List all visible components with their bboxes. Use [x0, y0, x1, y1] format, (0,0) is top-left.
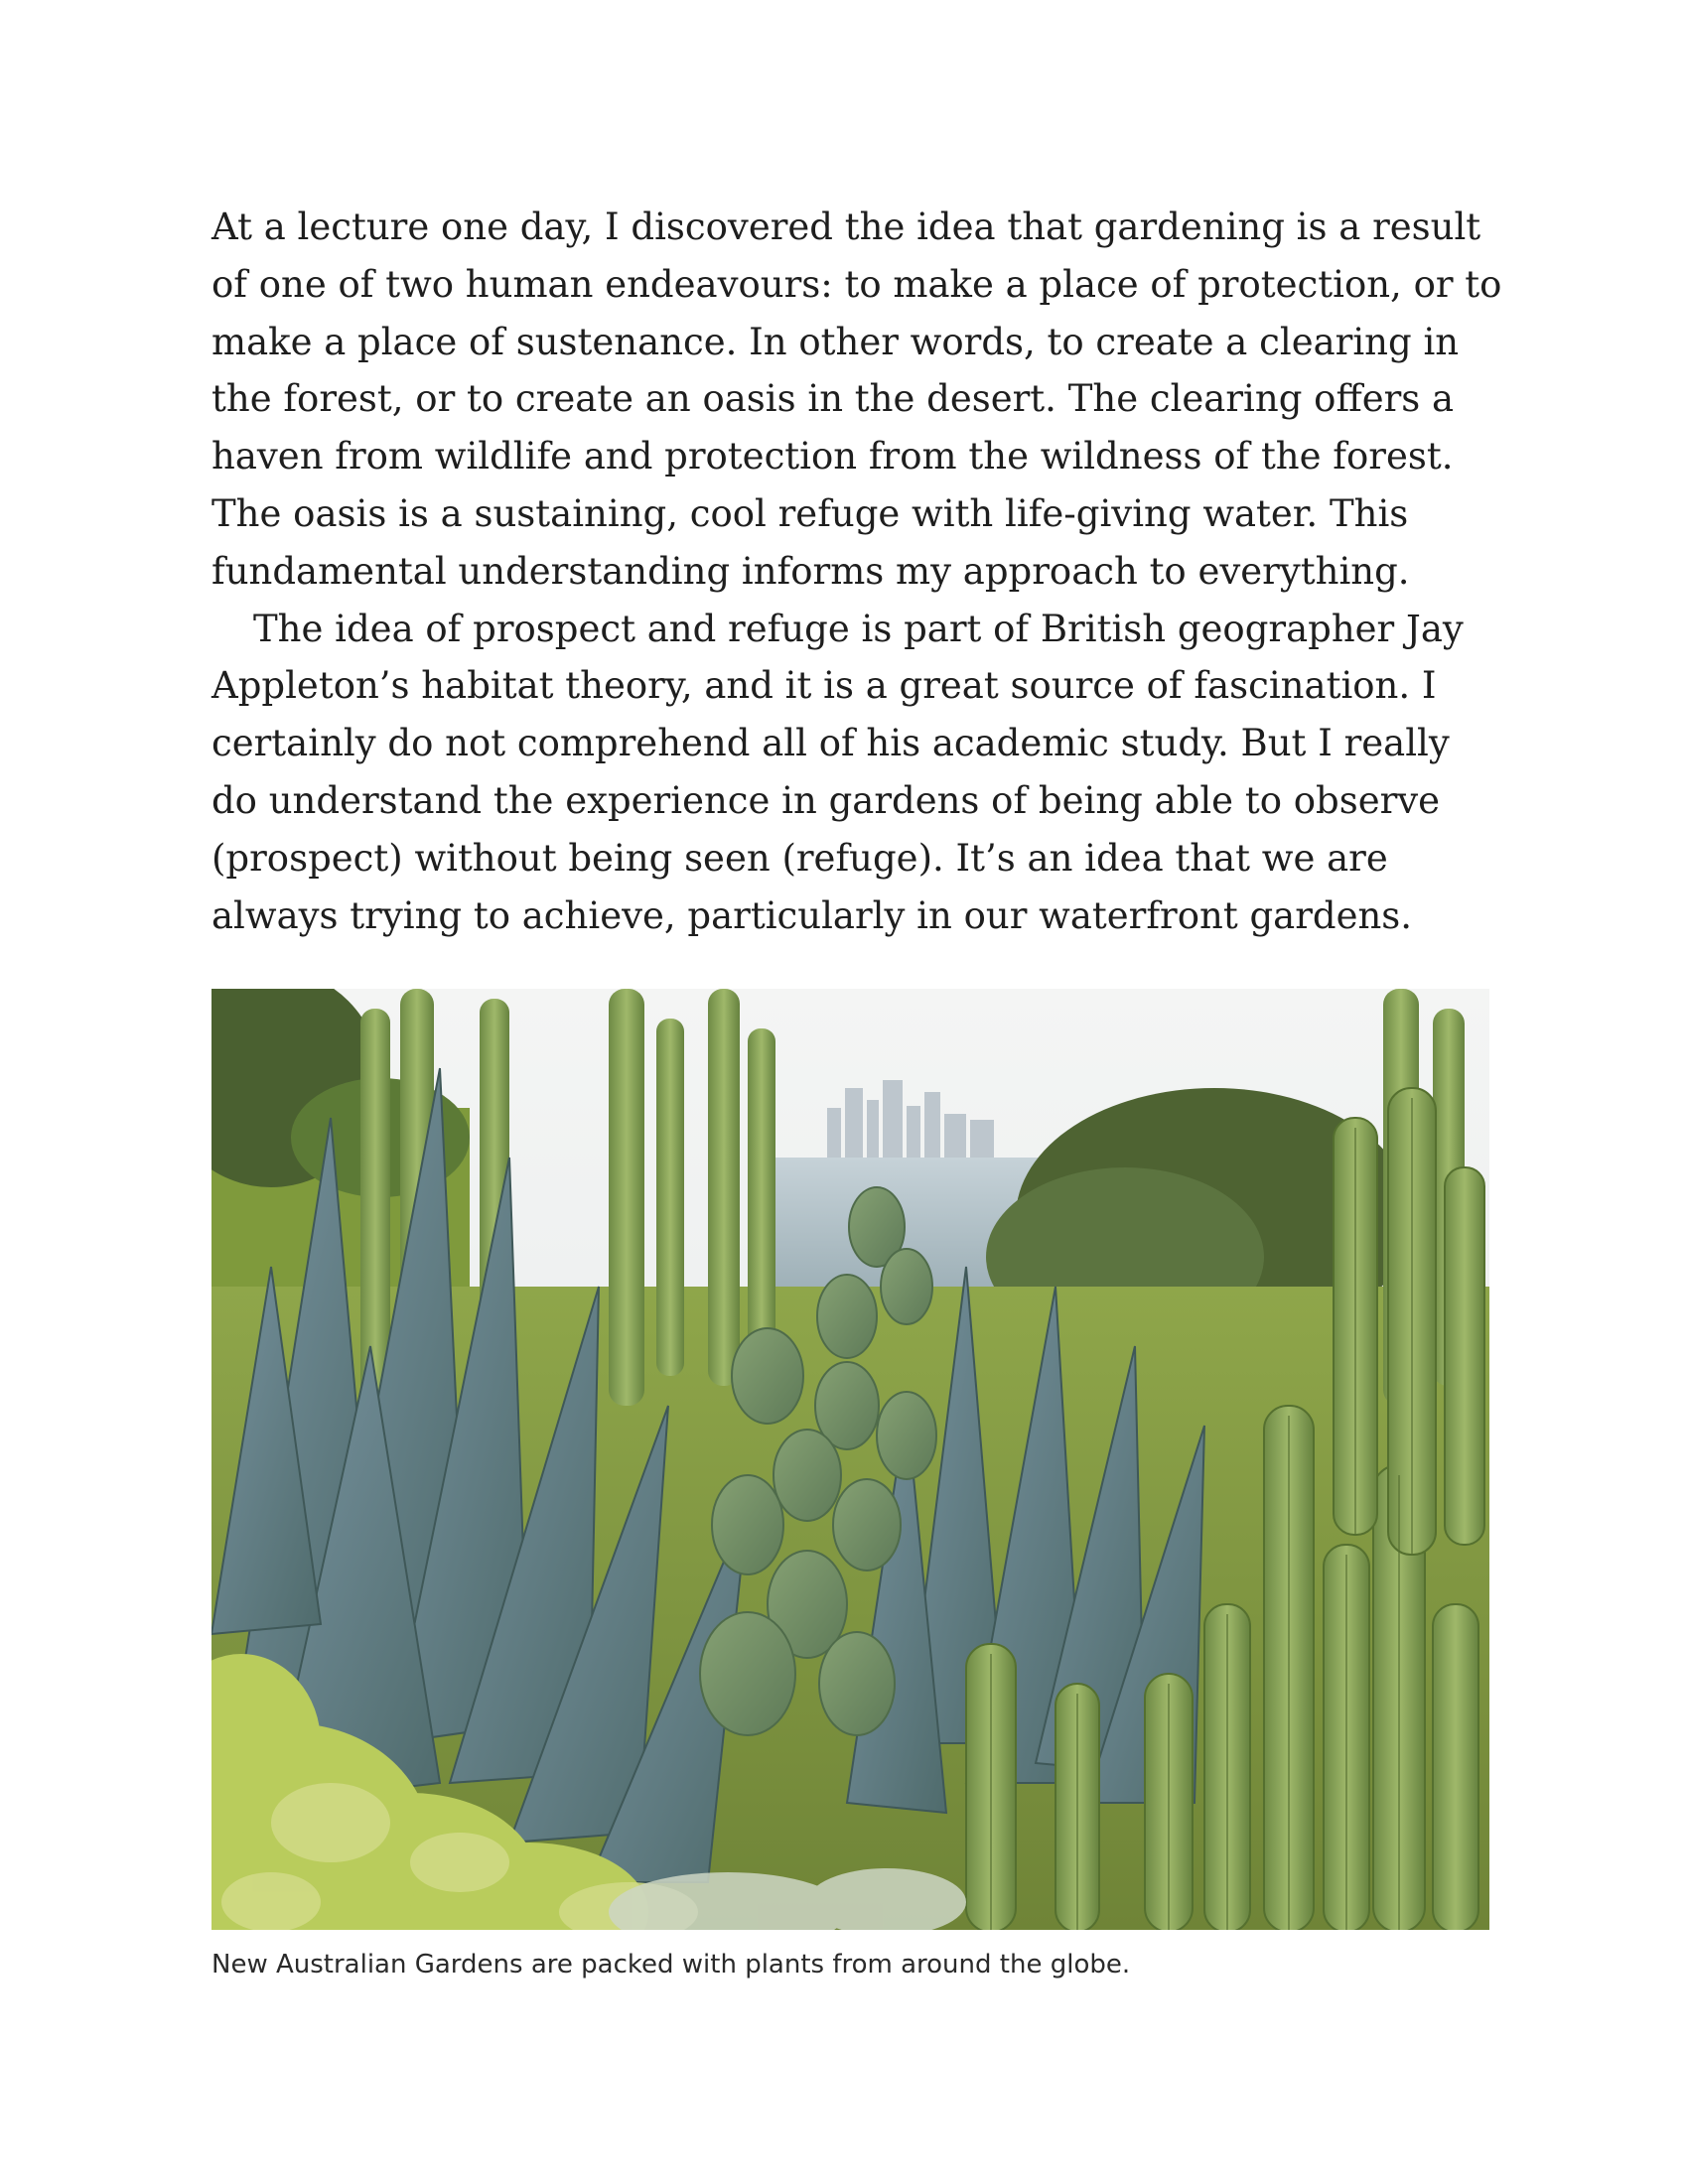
body-text [211, 199, 1502, 944]
paragraph-1: At a lecture one day, I discovered the idea that gardening is a result of one of two human endeavours: to make a place of protection, or to make a place of sustenance. In other words, to create a clearing in the forest, or to create an oasis in the desert. The clearing offers a haven from wildlife and protection from the wildness of the forest. The oasis is a sustaining, cool refuge with life-giving water. This fundamental understanding informs my approach to everything. [211, 205, 1502, 593]
garden-photo [211, 989, 1489, 1930]
paragraph-2: The idea of prospect and refuge is part of British geographer Jay Appleton’s habitat theory, and it is a great source of fascination. I certainly do not comprehend all of his academic study. But I really do understand the experience in gardens of being able to observe (prospect) without being seen (refuge). It’s an idea that we are always trying to achieve, particularly in our waterfront gardens. [211, 607, 1464, 937]
garden-photo-illustration [211, 989, 1489, 1930]
photo-caption: New Australian Gardens are packed with plants from around the globe. [211, 1950, 1131, 1979]
